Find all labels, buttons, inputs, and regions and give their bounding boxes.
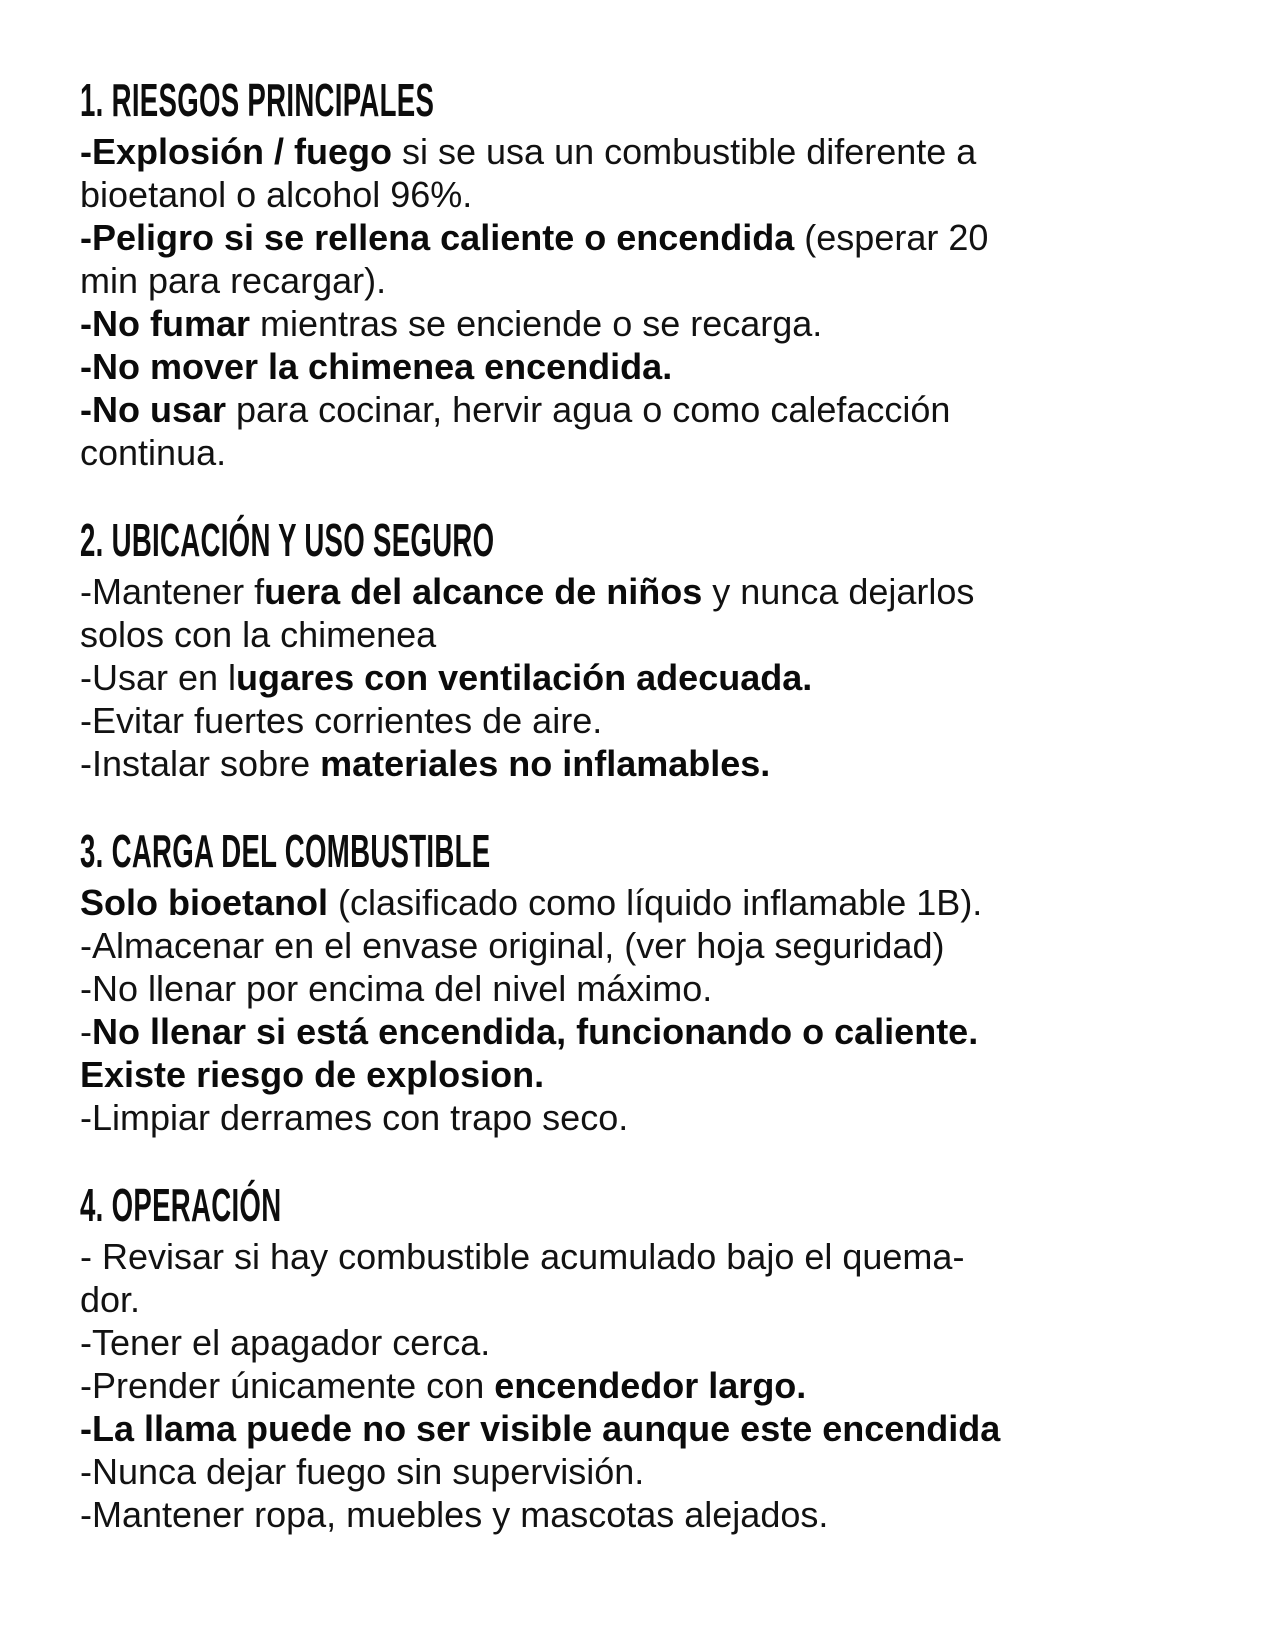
text-line	[80, 742, 1236, 785]
bold-text-segment: -No usar	[80, 389, 227, 430]
text-segment: continua.	[80, 432, 227, 473]
text-segment: -Almacenar en el envase original, (ver hoja seguridad)	[80, 925, 945, 966]
text-segment: bioetanol o alcohol 96%.	[80, 174, 473, 215]
section-2	[80, 514, 1236, 785]
section-1	[80, 74, 1236, 474]
text-segment: -Limpiar derrames con trapo seco.	[80, 1097, 629, 1138]
text-line	[80, 1450, 1236, 1493]
text-line	[80, 1364, 1236, 1407]
text-line	[80, 613, 1236, 656]
section-heading	[80, 514, 1236, 566]
section-heading-text: 2. UBICACIÓN Y USO SEGURO	[80, 514, 495, 566]
text-line	[80, 924, 1236, 967]
bold-text-segment: -Peligro si se rellena caliente o encendida	[80, 217, 795, 258]
bold-text-segment: encendedor largo.	[494, 1365, 807, 1406]
text-line	[80, 1321, 1236, 1364]
text-line	[80, 656, 1236, 699]
bold-text-segment: ugares con ventilación adecuada.	[236, 657, 813, 698]
bold-text-segment: -No fumar	[80, 303, 250, 344]
text-line	[80, 259, 1236, 302]
section-heading-text: 1. RIESGOS PRINCIPALES	[80, 74, 435, 126]
document	[80, 74, 1236, 1536]
text-segment: para cocinar, hervir agua o como calefacción	[226, 389, 951, 430]
text-segment: si se usa un combustible diferente a	[392, 131, 977, 172]
text-line	[80, 1053, 1236, 1096]
text-segment: solos con la chimenea	[80, 614, 437, 655]
text-segment: (clasificado como líquido inflamable 1B).	[328, 882, 983, 923]
bold-text-segment: uera del alcance de niños	[264, 571, 703, 612]
text-segment: y nunca dejarlos	[702, 571, 975, 612]
bold-text-segment: -No mover la chimenea encendida.	[80, 346, 673, 387]
text-segment: (esperar 20	[794, 217, 989, 258]
text-segment: dor.	[80, 1279, 141, 1320]
section-4	[80, 1179, 1236, 1536]
text-segment: -Nunca dejar fuego sin supervisión.	[80, 1451, 645, 1492]
section-3	[80, 825, 1236, 1139]
text-line	[80, 302, 1236, 345]
text-line	[80, 1493, 1236, 1536]
text-segment: mientras se enciende o se recarga.	[250, 303, 823, 344]
text-line	[80, 570, 1236, 613]
bold-text-segment: Solo bioetanol	[80, 882, 328, 923]
text-segment: -	[80, 1011, 92, 1052]
text-line	[80, 216, 1236, 259]
text-segment: -Tener el apagador cerca.	[80, 1322, 491, 1363]
text-line	[80, 967, 1236, 1010]
text-line	[80, 173, 1236, 216]
text-segment: -No llenar por encima del nivel máximo.	[80, 968, 713, 1009]
section-heading	[80, 825, 1236, 877]
text-line	[80, 431, 1236, 474]
text-segment: - Revisar si hay combustible acumulado bajo el quema-	[80, 1236, 965, 1277]
text-line	[80, 1407, 1236, 1450]
text-line	[80, 881, 1236, 924]
text-line	[80, 388, 1236, 431]
text-segment: -Prender únicamente con	[80, 1365, 495, 1406]
bold-text-segment: -Explosión / fuego	[80, 131, 392, 172]
text-line	[80, 1278, 1236, 1321]
text-segment: -Instalar sobre	[80, 743, 321, 784]
text-line	[80, 1096, 1236, 1139]
text-segment: -Mantener ropa, muebles y mascotas alejados.	[80, 1494, 829, 1535]
section-heading	[80, 1179, 1236, 1231]
text-line	[80, 1235, 1236, 1278]
text-line	[80, 345, 1236, 388]
section-heading	[80, 74, 1236, 126]
text-segment: -Mantener f	[80, 571, 265, 612]
text-segment: min para recargar).	[80, 260, 387, 301]
bold-text-segment: -La llama puede no ser visible aunque este encendida	[80, 1408, 1001, 1449]
bold-text-segment: materiales no inflamables.	[320, 743, 771, 784]
text-segment: -Evitar fuertes corrientes de aire.	[80, 700, 603, 741]
text-line	[80, 130, 1236, 173]
section-heading-text: 4. OPERACIÓN	[80, 1179, 282, 1231]
text-line	[80, 699, 1236, 742]
section-heading-text: 3. CARGA DEL COMBUSTIBLE	[80, 825, 491, 877]
bold-text-segment: Existe riesgo de explosion.	[80, 1054, 545, 1095]
bold-text-segment: No llenar si está encendida, funcionando o caliente.	[92, 1011, 979, 1052]
text-segment: -Usar en l	[80, 657, 237, 698]
text-line	[80, 1010, 1236, 1053]
